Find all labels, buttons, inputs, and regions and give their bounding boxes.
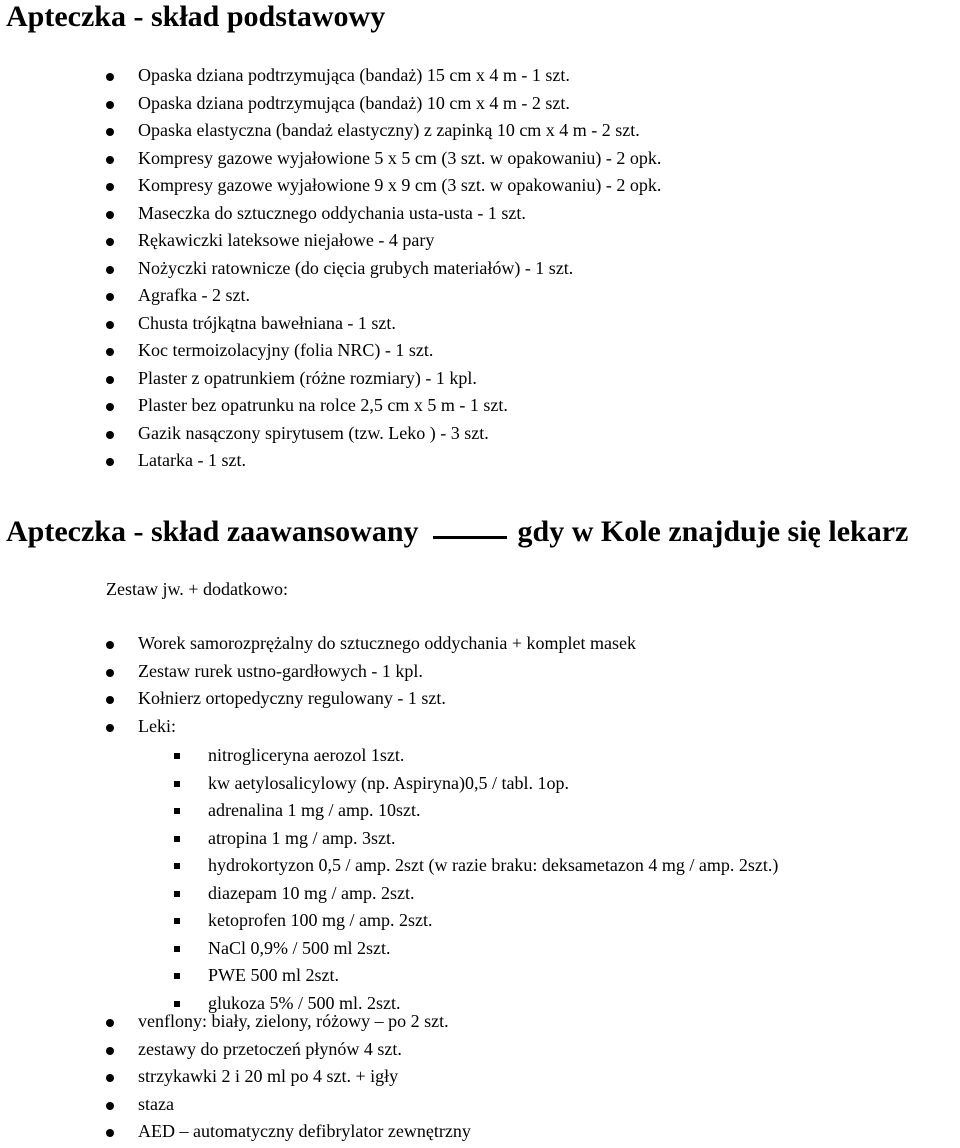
bullet-icon <box>106 101 114 109</box>
square-bullet-icon <box>174 973 180 979</box>
section-title-advanced-part2: gdy w Kole znajduje się lekarz <box>517 515 909 548</box>
list-item: nitrogliceryna aerozol 1szt. <box>0 742 960 770</box>
list-item: Maseczka do sztucznego oddychania usta-usta - 1 szt. <box>0 200 960 228</box>
list-item: zestawy do przetoczeń płynów 4 szt. <box>0 1036 960 1064</box>
list-item: strzykawki 2 i 20 ml po 4 szt. + igły <box>0 1063 960 1091</box>
medicines-list <box>0 742 960 1017</box>
list-item: Opaska dziana podtrzymująca (bandaż) 10 cm x 4 m - 2 szt. <box>0 90 960 118</box>
bullet-icon <box>106 1047 114 1055</box>
section-title-advanced <box>6 515 908 549</box>
bullet-icon <box>106 696 114 704</box>
list-item: glukoza 5% / 500 ml. 2szt. <box>0 990 960 1018</box>
list-item: AED – automatyczny defibrylator zewnętrzny <box>0 1118 960 1146</box>
list-item: venflony: biały, zielony, różowy – po 2 szt. <box>0 1008 960 1036</box>
list-item: hydrokortyzon 0,5 / amp. 2szt (w razie braku: deksametazon 4 mg / amp. 2szt.) <box>0 852 960 880</box>
bullet-icon <box>106 641 114 649</box>
bullet-icon <box>106 211 114 219</box>
bullet-icon <box>106 293 114 301</box>
list-item: Opaska dziana podtrzymująca (bandaż) 15 cm x 4 m - 1 szt. <box>0 62 960 90</box>
list-item: Kompresy gazowe wyjałowione 9 x 9 cm (3 szt. w opakowaniu) - 2 opk. <box>0 172 960 200</box>
list-item: Koc termoizolacyjny (folia NRC) - 1 szt. <box>0 337 960 365</box>
square-bullet-icon <box>174 781 180 787</box>
list-item: Opaska elastyczna (bandaż elastyczny) z zapinką 10 cm x 4 m - 2 szt. <box>0 117 960 145</box>
advanced-kit-list-top <box>0 630 960 740</box>
bullet-icon <box>106 156 114 164</box>
bullet-icon <box>106 1129 114 1137</box>
advanced-kit-list-bottom <box>0 1008 960 1146</box>
square-bullet-icon <box>174 753 180 759</box>
bullet-icon <box>106 128 114 136</box>
list-item: adrenalina 1 mg / amp. 10szt. <box>0 797 960 825</box>
list-item: Nożyczki ratownicze (do cięcia grubych materiałów) - 1 szt. <box>0 255 960 283</box>
square-bullet-icon <box>174 836 180 842</box>
square-bullet-icon <box>174 891 180 897</box>
square-bullet-icon <box>174 808 180 814</box>
list-item: Plaster bez opatrunku na rolce 2,5 cm x 5 m - 1 szt. <box>0 392 960 420</box>
bullet-icon <box>106 403 114 411</box>
list-item: staza <box>0 1091 960 1119</box>
bullet-icon <box>106 348 114 356</box>
list-item: Worek samorozprężalny do sztucznego oddychania + komplet masek <box>0 630 960 658</box>
list-item: Kompresy gazowe wyjałowione 5 x 5 cm (3 szt. w opakowaniu) - 2 opk. <box>0 145 960 173</box>
list-item: Leki: <box>0 713 960 741</box>
square-bullet-icon <box>174 918 180 924</box>
list-item: Gazik nasączony spirytusem (tzw. Leko ) - 3 szt. <box>0 420 960 448</box>
bullet-icon <box>106 376 114 384</box>
list-item: NaCl 0,9% / 500 ml 2szt. <box>0 935 960 963</box>
section-title-basic: Apteczka - skład podstawowy <box>6 0 386 33</box>
section-title-advanced-part1: Apteczka - skład zaawansowany <box>6 515 419 548</box>
list-item: Rękawiczki lateksowe niejałowe - 4 pary <box>0 227 960 255</box>
title-underline-gap <box>433 536 507 539</box>
bullet-icon <box>106 183 114 191</box>
bullet-icon <box>106 73 114 81</box>
basic-kit-list <box>0 62 960 475</box>
advanced-kit-intro: Zestaw jw. + dodatkowo: <box>106 579 288 599</box>
bullet-icon <box>106 238 114 246</box>
bullet-icon <box>106 1074 114 1082</box>
square-bullet-icon <box>174 1001 180 1007</box>
bullet-icon <box>106 458 114 466</box>
bullet-icon <box>106 1102 114 1110</box>
list-item: Agrafka - 2 szt. <box>0 282 960 310</box>
list-item: atropina 1 mg / amp. 3szt. <box>0 825 960 853</box>
list-item: kw aetylosalicylowy (np. Aspiryna)0,5 / tabl. 1op. <box>0 770 960 798</box>
bullet-icon <box>106 1019 114 1027</box>
list-item: Latarka - 1 szt. <box>0 447 960 475</box>
list-item: ketoprofen 100 mg / amp. 2szt. <box>0 907 960 935</box>
bullet-icon <box>106 321 114 329</box>
bullet-icon <box>106 266 114 274</box>
bullet-icon <box>106 669 114 677</box>
list-item: Plaster z opatrunkiem (różne rozmiary) - 1 kpl. <box>0 365 960 393</box>
square-bullet-icon <box>174 946 180 952</box>
list-item: Kołnierz ortopedyczny regulowany - 1 szt. <box>0 685 960 713</box>
list-item: PWE 500 ml 2szt. <box>0 962 960 990</box>
list-item: Chusta trójkątna bawełniana - 1 szt. <box>0 310 960 338</box>
bullet-icon <box>106 431 114 439</box>
list-item: diazepam 10 mg / amp. 2szt. <box>0 880 960 908</box>
square-bullet-icon <box>174 863 180 869</box>
bullet-icon <box>106 724 114 732</box>
list-item: Zestaw rurek ustno-gardłowych - 1 kpl. <box>0 658 960 686</box>
